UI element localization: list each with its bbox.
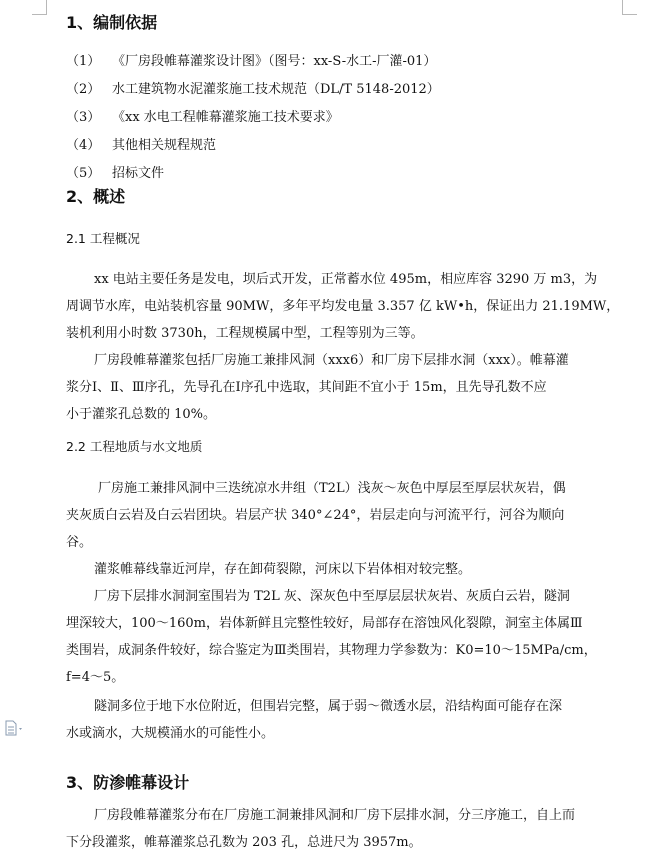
item-number: （4） bbox=[66, 138, 101, 153]
paragraph-line: 厂房段帷幕灌浆包括厂房施工兼排风洞（xxx6）和厂房下层排水洞（xxx）。帷幕灌 bbox=[94, 353, 569, 368]
item-text: 《厂房段帷幕灌浆设计图》（图号：xx-S-水工-厂灌-01） bbox=[112, 54, 437, 69]
section-3-heading: 3、防渗帷幕设计 bbox=[66, 773, 190, 792]
page-corner-mark-left bbox=[32, 0, 47, 15]
subsection-2-2-heading: 2.2 工程地质与水文地质 bbox=[66, 439, 203, 454]
paragraph-line: f=4～5。 bbox=[66, 670, 125, 685]
paragraph-line: 埋深较大，100～160m，岩体新鲜且完整性较好，局部存在溶蚀风化裂隙，洞室主体属Ⅲ bbox=[66, 616, 583, 631]
item-number: （1） bbox=[66, 54, 101, 69]
section-1-heading: 1、编制依据 bbox=[66, 13, 158, 32]
paragraph-line: 厂房下层排水洞洞室围岩为 T2L 灰、深灰色中至厚层层状灰岩、灰质白云岩，隧洞 bbox=[94, 589, 570, 604]
paragraph-line: 周调节水库，电站装机容量 90MW，多年平均发电量 3.357 亿 kW•h，保证出力 21.19MW， bbox=[66, 299, 620, 314]
paragraph-line: 装机利用小时数 3730h，工程规模属中型，工程等别为三等。 bbox=[66, 326, 424, 341]
paragraph-line: 隧洞多位于地下水位附近，但围岩完整，属于弱～微透水层，沿结构面可能存在深 bbox=[94, 699, 563, 714]
reference-item-4 bbox=[66, 134, 216, 153]
item-number: （2） bbox=[66, 82, 101, 97]
item-text: 其他相关规程规范 bbox=[112, 138, 217, 153]
paragraph-line: 谷。 bbox=[66, 535, 93, 550]
item-text: 《xx 水电工程帷幕灌浆施工技术要求》 bbox=[112, 110, 339, 125]
section-2-heading: 2、概述 bbox=[66, 187, 126, 206]
reference-item-3 bbox=[66, 106, 339, 125]
paragraph-line: 类围岩，成洞条件较好，综合鉴定为Ⅲ类围岩，其物理力学参数为：K0=10～15MPa/cm， bbox=[66, 643, 597, 658]
item-text: 水工建筑物水泥灌浆施工技术规范（DL/T 5148-2012） bbox=[112, 82, 440, 97]
paragraph-line: 水或滴水，大规模涌水的可能性小。 bbox=[66, 726, 275, 741]
page-corner-mark-right bbox=[622, 0, 637, 15]
subsection-2-1-heading: 2.1 工程概况 bbox=[66, 231, 140, 246]
reference-item-1 bbox=[66, 50, 436, 69]
reference-item-5 bbox=[66, 162, 164, 181]
item-number: （3） bbox=[66, 110, 101, 125]
paragraph-line: 浆分Ⅰ、Ⅱ、Ⅲ序孔，先导孔在Ⅰ序孔中选取，其间距不宜小于 15m，且先导孔数不应 bbox=[66, 380, 547, 395]
paragraph-line: 厂房段帷幕灌浆分布在厂房施工洞兼排风洞和厂房下层排水洞，分三序施工，自上而 bbox=[94, 808, 576, 823]
paragraph-line: 下分段灌浆，帷幕灌浆总孔数为 203 孔，总进尺为 3957m。 bbox=[66, 835, 422, 850]
paragraph-line: xx 电站主要任务是发电，坝后式开发，正常蓄水位 495m，相应库容 3290 万 m3，为 bbox=[94, 272, 598, 287]
reference-item-2 bbox=[66, 78, 440, 97]
paragraph-line: 厂房施工兼排风洞中三迭统凉水井组（T2L）浅灰～灰色中厚层至厚层状灰岩，偶 bbox=[98, 481, 566, 496]
item-text: 招标文件 bbox=[112, 166, 165, 181]
paragraph-line: 灌浆帷幕线靠近河岸，存在卸荷裂隙，河床以下岩体相对较完整。 bbox=[94, 562, 472, 577]
paragraph-line: 小于灌浆孔总数的 10%。 bbox=[66, 407, 217, 422]
paragraph-line: 夹灰质白云岩及白云岩团块。岩层产状 340°∠24°，岩层走向与河流平行，河谷为顺向 bbox=[66, 508, 565, 523]
item-number: （5） bbox=[66, 166, 101, 181]
document-options-icon[interactable] bbox=[4, 720, 26, 736]
